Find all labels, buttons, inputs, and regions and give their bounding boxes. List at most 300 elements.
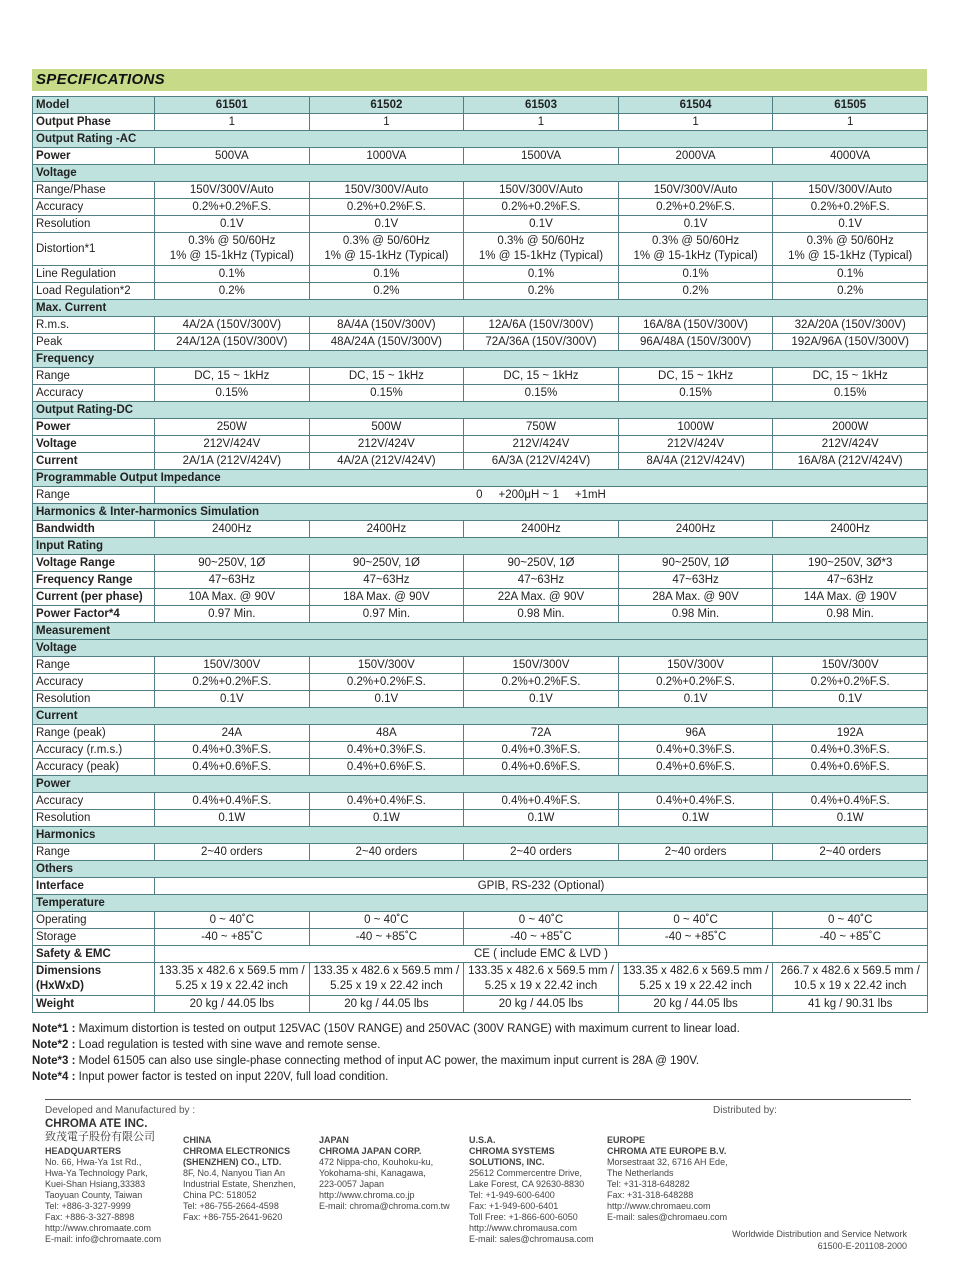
row-label: Range (peak) bbox=[33, 725, 155, 742]
footer-line: CHROMA ATE EUROPE B.V. bbox=[607, 1146, 727, 1156]
table-cell: 0.2%+0.2%F.S. bbox=[618, 674, 773, 691]
table-row bbox=[33, 996, 928, 1013]
table-row bbox=[33, 878, 928, 895]
row-label: Resolution bbox=[33, 691, 155, 708]
table-cell: DC, 15 ~ 1kHz bbox=[773, 368, 928, 385]
table-cell: 0.98 Min. bbox=[464, 606, 619, 623]
note-text: Load regulation is tested with sine wave and remote sense. bbox=[75, 1039, 381, 1051]
table-cell: 20 kg / 44.05 lbs bbox=[618, 996, 773, 1013]
row-label: Accuracy bbox=[33, 385, 155, 402]
table-cell: 0 ~ 40˚C bbox=[618, 912, 773, 929]
table-cell: 150V/300V bbox=[155, 657, 310, 674]
row-label: R.m.s. bbox=[33, 317, 155, 334]
table-cell: 150V/300V/Auto bbox=[464, 182, 619, 199]
row-label: Storage bbox=[33, 929, 155, 946]
row-label: Power bbox=[33, 419, 155, 436]
table-cell: 150V/300V bbox=[309, 657, 464, 674]
table-cell: 0.1V bbox=[155, 691, 310, 708]
row-label: Distortion*1 bbox=[33, 233, 155, 266]
table-row bbox=[33, 521, 928, 538]
spanned-value: 0 +200μH ~ 1 +1mH bbox=[155, 487, 928, 504]
table-cell: 1 bbox=[773, 114, 928, 131]
table-row bbox=[33, 929, 928, 946]
table-row bbox=[33, 266, 928, 283]
section-header: Programmable Output Impedance bbox=[33, 470, 928, 487]
table-cell: 0.97 Min. bbox=[309, 606, 464, 623]
row-label: Range bbox=[33, 487, 155, 504]
table-row bbox=[33, 233, 928, 266]
table-row bbox=[33, 165, 928, 182]
table-row bbox=[33, 776, 928, 793]
table-cell: 90~250V, 1Ø bbox=[155, 555, 310, 572]
table-cell: 2~40 orders bbox=[773, 844, 928, 861]
model-header: 61501 bbox=[155, 97, 310, 114]
section-header: Output Rating-DC bbox=[33, 402, 928, 419]
row-label: Model bbox=[33, 97, 155, 114]
row-label: Accuracy (peak) bbox=[33, 759, 155, 776]
footer-line[interactable]: http://www.chromausa.com bbox=[469, 1223, 578, 1233]
table-cell: 2~40 orders bbox=[464, 844, 619, 861]
row-label: Resolution bbox=[33, 810, 155, 827]
table-row bbox=[33, 963, 928, 996]
table-cell: 0.3% @ 50/60Hz 1% @ 15-1kHz (Typical) bbox=[464, 233, 619, 266]
table-cell: 0.1W bbox=[464, 810, 619, 827]
table-row bbox=[33, 912, 928, 929]
footer-line: Hwa-Ya Technology Park, bbox=[45, 1168, 148, 1178]
table-cell: 8A/4A (150V/300V) bbox=[309, 317, 464, 334]
footer-line: Tel: +886-3-327-9999 bbox=[45, 1201, 131, 1211]
table-cell: 212V/424V bbox=[155, 436, 310, 453]
footer-headquarters bbox=[45, 1146, 161, 1245]
table-cell: 48A/24A (150V/300V) bbox=[309, 334, 464, 351]
table-row bbox=[33, 640, 928, 657]
table-row bbox=[33, 810, 928, 827]
table-cell: 0.3% @ 50/60Hz 1% @ 15-1kHz (Typical) bbox=[309, 233, 464, 266]
section-header: Frequency bbox=[33, 351, 928, 368]
table-cell: 2000VA bbox=[618, 148, 773, 165]
table-cell: 96A/48A (150V/300V) bbox=[618, 334, 773, 351]
footer-line: JAPAN bbox=[319, 1135, 349, 1145]
table-cell: 47~63Hz bbox=[464, 572, 619, 589]
row-label: Voltage Range bbox=[33, 555, 155, 572]
row-label: Output Phase bbox=[33, 114, 155, 131]
table-cell: -40 ~ +85˚C bbox=[618, 929, 773, 946]
footer-line: U.S.A. bbox=[469, 1135, 496, 1145]
table-cell: -40 ~ +85˚C bbox=[773, 929, 928, 946]
table-cell: 2400Hz bbox=[155, 521, 310, 538]
developed-by-label: Developed and Manufactured by : bbox=[45, 1105, 196, 1116]
footer-line: Fax: +886-3-327-8898 bbox=[45, 1212, 135, 1222]
table-cell: 0.2%+0.2%F.S. bbox=[155, 199, 310, 216]
table-cell: 47~63Hz bbox=[155, 572, 310, 589]
table-cell: 0.15% bbox=[309, 385, 464, 402]
table-cell: 212V/424V bbox=[309, 436, 464, 453]
model-header: 61502 bbox=[309, 97, 464, 114]
table-cell: 0 ~ 40˚C bbox=[464, 912, 619, 929]
table-cell: 24A bbox=[155, 725, 310, 742]
footer-line[interactable]: http://www.chromaate.com bbox=[45, 1223, 152, 1233]
footer-line: Tel: +31-318-648282 bbox=[607, 1179, 690, 1189]
table-row bbox=[33, 385, 928, 402]
table-cell: 0.4%+0.4%F.S. bbox=[773, 793, 928, 810]
footer-japan bbox=[319, 1135, 450, 1212]
table-cell: 150V/300V/Auto bbox=[309, 182, 464, 199]
row-label: Range bbox=[33, 368, 155, 385]
footer-line: The Netherlands bbox=[607, 1168, 674, 1178]
footer-line: Fax: +86-755-2641-9620 bbox=[183, 1212, 283, 1222]
table-row bbox=[33, 114, 928, 131]
table-cell: 0.1V bbox=[155, 216, 310, 233]
table-cell: DC, 15 ~ 1kHz bbox=[309, 368, 464, 385]
table-cell: 2~40 orders bbox=[309, 844, 464, 861]
footer-line[interactable]: E-mail: sales@chromausa.com bbox=[469, 1234, 594, 1244]
model-header: 61505 bbox=[773, 97, 928, 114]
table-row bbox=[33, 131, 928, 148]
footer-line: Lake Forest, CA 92630-8830 bbox=[469, 1179, 585, 1189]
table-cell: 0.3% @ 50/60Hz 1% @ 15-1kHz (Typical) bbox=[773, 233, 928, 266]
note-text: Maximum distortion is tested on output 125VAC (150V RANGE) and 250VAC (300V RANGE) with maximum current to linear load. bbox=[75, 1023, 740, 1035]
table-cell: 0.15% bbox=[773, 385, 928, 402]
table-cell: 500VA bbox=[155, 148, 310, 165]
note-line bbox=[32, 1069, 740, 1085]
table-cell: 0.2%+0.2%F.S. bbox=[309, 199, 464, 216]
table-cell: 0.2% bbox=[309, 283, 464, 300]
row-label: Bandwidth bbox=[33, 521, 155, 538]
footer-line: (SHENZHEN) CO., LTD. bbox=[183, 1157, 282, 1167]
table-cell: 0.4%+0.4%F.S. bbox=[309, 793, 464, 810]
row-label: Voltage bbox=[33, 436, 155, 453]
table-row bbox=[33, 657, 928, 674]
row-label: Line Regulation bbox=[33, 266, 155, 283]
row-label: Accuracy bbox=[33, 793, 155, 810]
table-cell: 0.1V bbox=[773, 691, 928, 708]
table-cell: 212V/424V bbox=[773, 436, 928, 453]
table-row bbox=[33, 572, 928, 589]
table-cell: 0.97 Min. bbox=[155, 606, 310, 623]
table-cell: 24A/12A (150V/300V) bbox=[155, 334, 310, 351]
footer-line: CHROMA JAPAN CORP. bbox=[319, 1146, 422, 1156]
table-cell: 20 kg / 44.05 lbs bbox=[155, 996, 310, 1013]
section-header: Voltage bbox=[33, 640, 928, 657]
row-label: Operating bbox=[33, 912, 155, 929]
table-cell: 4A/2A (150V/300V) bbox=[155, 317, 310, 334]
notes bbox=[32, 1021, 740, 1085]
table-cell: 0.2% bbox=[155, 283, 310, 300]
table-cell: 0.4%+0.3%F.S. bbox=[309, 742, 464, 759]
row-label: Interface bbox=[33, 878, 155, 895]
note-line bbox=[32, 1037, 740, 1053]
table-row bbox=[33, 895, 928, 912]
company-name: CHROMA ATE INC. bbox=[45, 1118, 148, 1130]
footer-line: 472 Nippa-cho, Kouhoku-ku, bbox=[319, 1157, 434, 1167]
section-header: Harmonics & Inter-harmonics Simulation bbox=[33, 504, 928, 521]
table-cell: 0.1V bbox=[309, 216, 464, 233]
table-cell: 96A bbox=[618, 725, 773, 742]
table-cell: 0.4%+0.3%F.S. bbox=[773, 742, 928, 759]
table-cell: 250W bbox=[155, 419, 310, 436]
table-cell: 1 bbox=[309, 114, 464, 131]
table-row bbox=[33, 759, 928, 776]
section-header: Harmonics bbox=[33, 827, 928, 844]
table-cell: 2~40 orders bbox=[155, 844, 310, 861]
table-cell: 0.4%+0.6%F.S. bbox=[309, 759, 464, 776]
footer-line: CHROMA ELECTRONICS bbox=[183, 1146, 291, 1156]
footer-line: Morsestraat 32, 6716 AH Ede, bbox=[607, 1157, 728, 1167]
footer-line: No. 66, Hwa-Ya 1st Rd., bbox=[45, 1157, 142, 1167]
table-cell: -40 ~ +85˚C bbox=[155, 929, 310, 946]
table-cell: 192A/96A (150V/300V) bbox=[773, 334, 928, 351]
table-cell: 0.4%+0.6%F.S. bbox=[618, 759, 773, 776]
row-label: Frequency Range bbox=[33, 572, 155, 589]
table-row bbox=[33, 436, 928, 453]
table-row bbox=[33, 317, 928, 334]
table-cell: 0 ~ 40˚C bbox=[155, 912, 310, 929]
table-cell: 1000VA bbox=[309, 148, 464, 165]
table-cell: 0.1W bbox=[309, 810, 464, 827]
table-cell: 0.1V bbox=[464, 691, 619, 708]
table-cell: 16A/8A (212V/424V) bbox=[773, 453, 928, 470]
table-row bbox=[33, 97, 928, 114]
table-cell: 0.1V bbox=[618, 216, 773, 233]
table-row bbox=[33, 844, 928, 861]
note-text: Model 61505 can also use single-phase connecting method of input AC power, the maximum input current is 28A @ 190V. bbox=[75, 1055, 700, 1067]
table-cell: 2400Hz bbox=[464, 521, 619, 538]
row-label: Range bbox=[33, 844, 155, 861]
row-label: Current (per phase) bbox=[33, 589, 155, 606]
footer-line[interactable]: http://www.chromaeu.com bbox=[607, 1201, 711, 1211]
table-cell: 0.1% bbox=[773, 266, 928, 283]
table-cell: 2400Hz bbox=[309, 521, 464, 538]
table-cell: 1 bbox=[464, 114, 619, 131]
table-cell: 0.2% bbox=[773, 283, 928, 300]
table-cell: 20 kg / 44.05 lbs bbox=[464, 996, 619, 1013]
table-cell: 0.4%+0.3%F.S. bbox=[464, 742, 619, 759]
table-cell: 47~63Hz bbox=[309, 572, 464, 589]
table-cell: -40 ~ +85˚C bbox=[464, 929, 619, 946]
footer-line: Toll Free: +1-866-600-6050 bbox=[469, 1212, 578, 1222]
footer-line: Taoyuan County, Taiwan bbox=[45, 1190, 143, 1200]
table-cell: 20 kg / 44.05 lbs bbox=[309, 996, 464, 1013]
table-cell: 0.1W bbox=[618, 810, 773, 827]
footer-line: CHROMA SYSTEMS bbox=[469, 1146, 555, 1156]
table-cell: -40 ~ +85˚C bbox=[309, 929, 464, 946]
table-cell: 0.1% bbox=[155, 266, 310, 283]
row-label: Current bbox=[33, 453, 155, 470]
table-cell: 190~250V, 3Ø*3 bbox=[773, 555, 928, 572]
table-row bbox=[33, 606, 928, 623]
table-row bbox=[33, 402, 928, 419]
model-header: 61504 bbox=[618, 97, 773, 114]
table-cell: 0.2%+0.2%F.S. bbox=[464, 674, 619, 691]
table-row bbox=[33, 453, 928, 470]
row-label: Safety & EMC bbox=[33, 946, 155, 963]
footer-line: SOLUTIONS, INC. bbox=[469, 1157, 545, 1167]
table-cell: 10A Max. @ 90V bbox=[155, 589, 310, 606]
table-row bbox=[33, 182, 928, 199]
table-cell: 6A/3A (212V/424V) bbox=[464, 453, 619, 470]
table-cell: 72A bbox=[464, 725, 619, 742]
table-row bbox=[33, 623, 928, 640]
worldwide-network: Worldwide Distribution and Service Network bbox=[732, 1229, 907, 1239]
table-row bbox=[33, 674, 928, 691]
table-cell: 133.35 x 482.6 x 569.5 mm / 5.25 x 19 x 22.42 inch bbox=[618, 963, 773, 996]
row-label: Accuracy (r.m.s.) bbox=[33, 742, 155, 759]
table-row bbox=[33, 793, 928, 810]
note-tag: Note*2 : bbox=[32, 1039, 76, 1051]
table-cell: 0.3% @ 50/60Hz 1% @ 15-1kHz (Typical) bbox=[618, 233, 773, 266]
note-text: Input power factor is tested on input 220V, full load condition. bbox=[75, 1071, 389, 1083]
footer-line[interactable]: E-mail: sales@chromaeu.com bbox=[607, 1212, 728, 1222]
note-line bbox=[32, 1021, 740, 1037]
table-cell: 500W bbox=[309, 419, 464, 436]
table-cell: 0.4%+0.6%F.S. bbox=[773, 759, 928, 776]
table-cell: 90~250V, 1Ø bbox=[618, 555, 773, 572]
table-cell: 47~63Hz bbox=[773, 572, 928, 589]
table-cell: 133.35 x 482.6 x 569.5 mm / 5.25 x 19 x 22.42 inch bbox=[309, 963, 464, 996]
footer-line[interactable]: E-mail: chroma@chroma.com.tw bbox=[319, 1201, 450, 1211]
section-header: Output Rating -AC bbox=[33, 131, 928, 148]
table-row bbox=[33, 419, 928, 436]
footer-line: Fax: +31-318-648288 bbox=[607, 1190, 694, 1200]
specifications-table bbox=[32, 96, 928, 1013]
table-cell: 0.4%+0.3%F.S. bbox=[618, 742, 773, 759]
table-cell: DC, 15 ~ 1kHz bbox=[155, 368, 310, 385]
table-row bbox=[33, 555, 928, 572]
table-cell: 150V/300V bbox=[773, 657, 928, 674]
table-cell: 1000W bbox=[618, 419, 773, 436]
footer-line: Kuei-Shan Hsiang,33383 bbox=[45, 1179, 146, 1189]
section-header: Voltage bbox=[33, 165, 928, 182]
section-header: Temperature bbox=[33, 895, 928, 912]
row-label: Power Factor*4 bbox=[33, 606, 155, 623]
row-label: Load Regulation*2 bbox=[33, 283, 155, 300]
note-line bbox=[32, 1053, 740, 1069]
table-cell: 28A Max. @ 90V bbox=[618, 589, 773, 606]
table-cell: 32A/20A (150V/300V) bbox=[773, 317, 928, 334]
table-row bbox=[33, 742, 928, 759]
table-cell: 0.98 Min. bbox=[618, 606, 773, 623]
table-cell: 150V/300V/Auto bbox=[618, 182, 773, 199]
table-cell: 0.1% bbox=[618, 266, 773, 283]
footer-line: Fax: +1-949-600-6401 bbox=[469, 1201, 559, 1211]
table-cell: DC, 15 ~ 1kHz bbox=[618, 368, 773, 385]
footer-line: CHINA bbox=[183, 1135, 212, 1145]
table-cell: 0.4%+0.3%F.S. bbox=[155, 742, 310, 759]
section-header: Max. Current bbox=[33, 300, 928, 317]
footer-line: HEADQUARTERS bbox=[45, 1146, 122, 1156]
table-row bbox=[33, 351, 928, 368]
table-cell: 0.2%+0.2%F.S. bbox=[464, 199, 619, 216]
note-tag: Note*4 : bbox=[32, 1071, 76, 1083]
table-cell: 0.1V bbox=[309, 691, 464, 708]
footer-line[interactable]: E-mail: info@chromaate.com bbox=[45, 1234, 162, 1244]
model-header: 61503 bbox=[464, 97, 619, 114]
table-row bbox=[33, 504, 928, 521]
table-cell: 12A/6A (150V/300V) bbox=[464, 317, 619, 334]
footer-line: 8F, No.4, Nanyou Tian An bbox=[183, 1168, 286, 1178]
table-cell: 0.98 Min. bbox=[773, 606, 928, 623]
footer-line: 25612 Commercentre Drive, bbox=[469, 1168, 583, 1178]
table-cell: 0.2% bbox=[464, 283, 619, 300]
table-cell: 0.4%+0.4%F.S. bbox=[464, 793, 619, 810]
table-row bbox=[33, 827, 928, 844]
table-cell: 72A/36A (150V/300V) bbox=[464, 334, 619, 351]
table-cell: 133.35 x 482.6 x 569.5 mm / 5.25 x 19 x 22.42 inch bbox=[155, 963, 310, 996]
table-row bbox=[33, 691, 928, 708]
footer-line: Tel: +86-755-2664-4598 bbox=[183, 1201, 279, 1211]
table-cell: 150V/300V bbox=[464, 657, 619, 674]
footer-line: EUROPE bbox=[607, 1135, 646, 1145]
table-cell: 0.15% bbox=[464, 385, 619, 402]
footer-line: Tel: +1-949-600-6400 bbox=[469, 1190, 555, 1200]
section-header: Measurement bbox=[33, 623, 928, 640]
page-title: SPECIFICATIONS bbox=[36, 71, 165, 88]
table-cell: 0.1V bbox=[464, 216, 619, 233]
table-cell: 0.2%+0.2%F.S. bbox=[309, 674, 464, 691]
table-cell: 1 bbox=[618, 114, 773, 131]
section-header: Current bbox=[33, 708, 928, 725]
row-label: Peak bbox=[33, 334, 155, 351]
table-row bbox=[33, 199, 928, 216]
row-label: Power bbox=[33, 148, 155, 165]
table-row bbox=[33, 148, 928, 165]
row-label: Dimensions (HxWxD) bbox=[33, 963, 155, 996]
footer-line: China PC: 518052 bbox=[183, 1190, 257, 1200]
table-cell: 150V/300V bbox=[618, 657, 773, 674]
table-cell: 4A/2A (212V/424V) bbox=[309, 453, 464, 470]
document-code: 61500-E-201108-2000 bbox=[817, 1241, 907, 1251]
row-label: Accuracy bbox=[33, 674, 155, 691]
footer-europe bbox=[607, 1135, 728, 1223]
table-cell: 192A bbox=[773, 725, 928, 742]
table-row bbox=[33, 334, 928, 351]
table-row bbox=[33, 470, 928, 487]
table-cell: 0.2%+0.2%F.S. bbox=[618, 199, 773, 216]
table-cell: 0.2%+0.2%F.S. bbox=[155, 674, 310, 691]
table-cell: 133.35 x 482.6 x 569.5 mm / 5.25 x 19 x 22.42 inch bbox=[464, 963, 619, 996]
table-row bbox=[33, 216, 928, 233]
table-cell: 0.15% bbox=[618, 385, 773, 402]
footer-line: Yokohama-shi, Kanagawa, bbox=[319, 1168, 426, 1178]
table-cell: 0.4%+0.4%F.S. bbox=[155, 793, 310, 810]
footer-line[interactable]: http://www.chroma.co.jp bbox=[319, 1190, 415, 1200]
table-cell: 8A/4A (212V/424V) bbox=[618, 453, 773, 470]
table-row bbox=[33, 487, 928, 504]
table-cell: 90~250V, 1Ø bbox=[309, 555, 464, 572]
section-header: Others bbox=[33, 861, 928, 878]
table-cell: 750W bbox=[464, 419, 619, 436]
table-cell: 0.4%+0.6%F.S. bbox=[155, 759, 310, 776]
table-cell: 2400Hz bbox=[618, 521, 773, 538]
footer-line: Industrial Estate, Shenzhen, bbox=[183, 1179, 296, 1189]
section-header: Power bbox=[33, 776, 928, 793]
distributed-by-label: Distributed by: bbox=[713, 1105, 777, 1116]
row-label: Range bbox=[33, 657, 155, 674]
footer-china bbox=[183, 1135, 296, 1223]
table-cell: 16A/8A (150V/300V) bbox=[618, 317, 773, 334]
table-cell: 90~250V, 1Ø bbox=[464, 555, 619, 572]
table-row bbox=[33, 283, 928, 300]
table-cell: 212V/424V bbox=[618, 436, 773, 453]
table-cell: 0.1W bbox=[155, 810, 310, 827]
table-cell: 2~40 orders bbox=[618, 844, 773, 861]
table-cell: 2400Hz bbox=[773, 521, 928, 538]
row-label: Range/Phase bbox=[33, 182, 155, 199]
table-row bbox=[33, 368, 928, 385]
table-cell: 0.2%+0.2%F.S. bbox=[773, 199, 928, 216]
row-label: Accuracy bbox=[33, 199, 155, 216]
table-row bbox=[33, 300, 928, 317]
